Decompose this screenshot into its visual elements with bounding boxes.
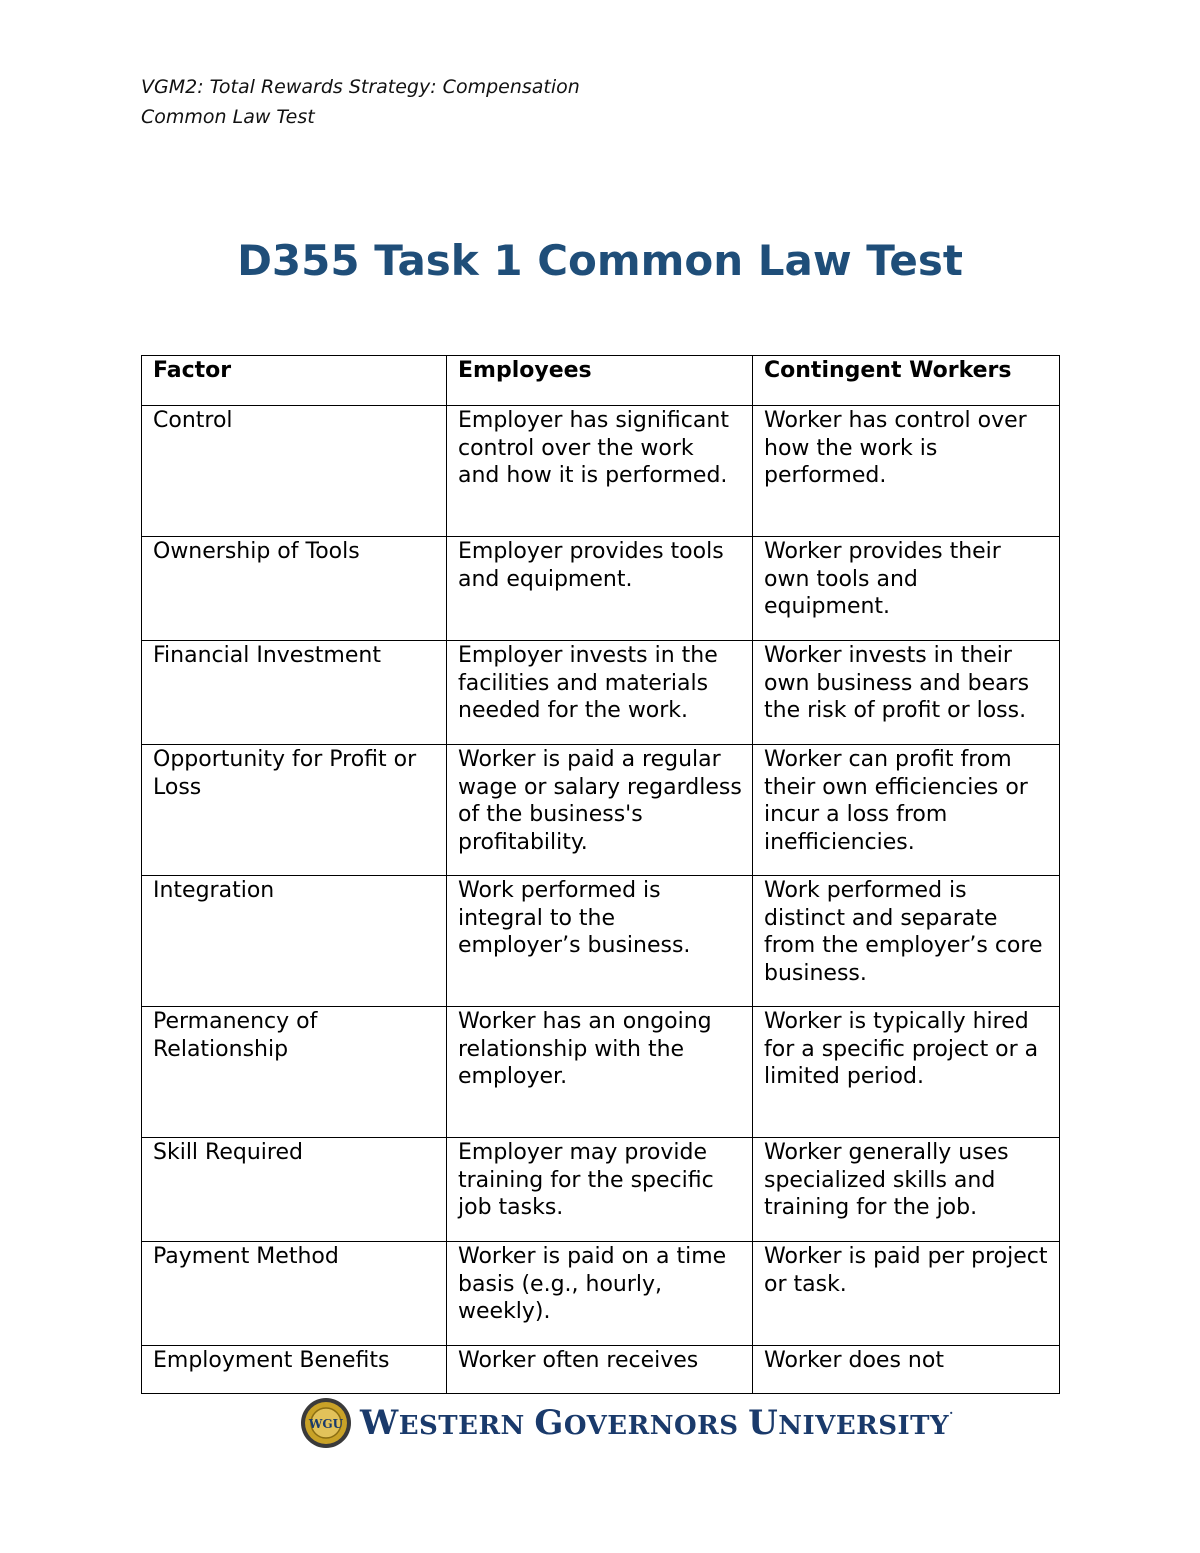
contingent-cell: Work performed is distinct and separate from the employer’s core business. — [753, 876, 1060, 1007]
factor-cell: Employment Benefits — [142, 1346, 447, 1394]
employees-cell: Worker often receives — [447, 1346, 753, 1394]
employees-cell: Employer has significant control over the work and how it is performed. — [447, 406, 753, 537]
table-row — [142, 1346, 1060, 1394]
column-header-employees: Employees — [447, 356, 753, 406]
factor-cell: Opportunity for Profit or Loss — [142, 745, 447, 876]
employees-cell: Employer may provide training for the specific job tasks. — [447, 1138, 753, 1242]
wgu-logo — [300, 1396, 954, 1450]
document-header — [141, 72, 580, 132]
seal-text: WGU — [308, 1417, 344, 1431]
table-row — [142, 745, 1060, 876]
table-row — [142, 1242, 1060, 1346]
factor-cell: Payment Method — [142, 1242, 447, 1346]
common-law-table — [141, 355, 1060, 1394]
contingent-cell: Worker can profit from their own efficiencies or incur a loss from inefficiencies. — [753, 745, 1060, 876]
contingent-cell: Worker is typically hired for a specific project or a limited period. — [753, 1007, 1060, 1138]
employees-cell: Work performed is integral to the employer’s business. — [447, 876, 753, 1007]
contingent-cell: Worker generally uses specialized skills and training for the job. — [753, 1138, 1060, 1242]
employees-cell: Worker is paid on a time basis (e.g., hourly, weekly). — [447, 1242, 753, 1346]
table-row — [142, 1138, 1060, 1242]
contingent-cell: Worker is paid per project or task. — [753, 1242, 1060, 1346]
factor-cell: Ownership of Tools — [142, 537, 447, 641]
university-seal-icon — [300, 1397, 352, 1449]
employees-cell: Worker has an ongoing relationship with the employer. — [447, 1007, 753, 1138]
factor-cell: Skill Required — [142, 1138, 447, 1242]
factor-cell: Financial Investment — [142, 641, 447, 745]
table-row — [142, 537, 1060, 641]
university-wordmark: WESTERN GOVERNORS UNIVERSITY. — [360, 1403, 954, 1443]
contingent-cell: Worker does not — [753, 1346, 1060, 1394]
employees-cell: Employer invests in the facilities and materials needed for the work. — [447, 641, 753, 745]
contingent-cell: Worker invests in their own business and bears the risk of profit or loss. — [753, 641, 1060, 745]
table-header-row — [142, 356, 1060, 406]
header-subtitle: Common Law Test — [141, 106, 315, 128]
column-header-contingent: Contingent Workers — [753, 356, 1060, 406]
contingent-cell: Worker has control over how the work is performed. — [753, 406, 1060, 537]
contingent-cell: Worker provides their own tools and equipment. — [753, 537, 1060, 641]
employees-cell: Employer provides tools and equipment. — [447, 537, 753, 641]
employees-cell: Worker is paid a regular wage or salary regardless of the business's profitability. — [447, 745, 753, 876]
factor-cell: Permanency of Relationship — [142, 1007, 447, 1138]
column-header-factor: Factor — [142, 356, 447, 406]
page-title: D355 Task 1 Common Law Test — [237, 236, 963, 285]
table-row — [142, 876, 1060, 1007]
table-row — [142, 641, 1060, 745]
header-course: VGM2: Total Rewards Strategy: Compensation — [141, 76, 580, 98]
factor-cell: Control — [142, 406, 447, 537]
factor-cell: Integration — [142, 876, 447, 1007]
table-row — [142, 1007, 1060, 1138]
table-row — [142, 406, 1060, 537]
